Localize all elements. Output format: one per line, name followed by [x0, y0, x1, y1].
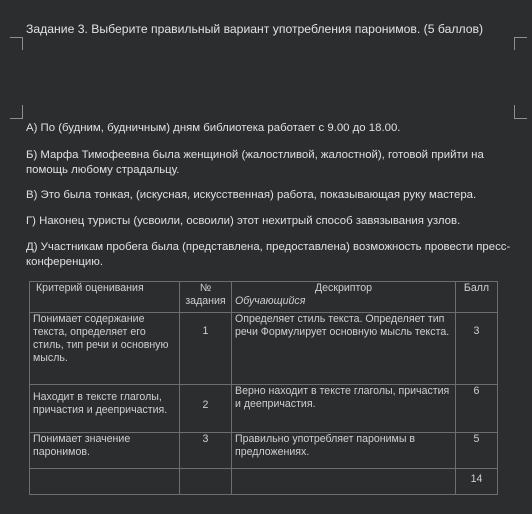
row2-task-no: 2 — [180, 385, 232, 433]
descriptor-sublabel: Обучающийся — [235, 295, 306, 307]
crop-corner-bottom-left — [10, 105, 23, 119]
crop-corner-top-left — [10, 37, 23, 50]
table-header-row — [30, 282, 498, 313]
row1-task-no: 1 — [180, 313, 232, 385]
row3-criterion: Понимает значение паронимов. — [30, 433, 180, 469]
row2-criterion: Находит в тексте глаголы, причастия и деепричастия. — [30, 385, 180, 433]
task-b: Б) Марфа Тимофеевна была женщиной (жалостливой, жалостной), готовой прийти на помощь любому страдальцу. — [26, 149, 484, 176]
row3-task-no: 3 — [180, 433, 232, 469]
table-total-row — [30, 469, 498, 495]
row2-score: 6 — [456, 385, 498, 433]
row3-descriptor: Правильно употребляет паронимы в предложениях. — [232, 433, 456, 469]
row2-descriptor: Верно находит в тексте глаголы, причастия и деепричастия. — [232, 385, 456, 433]
row1-descriptor: Определяет стиль текста. Определяет тип речи Формулирует основную мысль текста. — [232, 313, 456, 385]
task-g: Г) Наконец туристы (усвоили, освоили) этот нехитрый способ завязывания узлов. — [26, 215, 461, 227]
header-score: Балл — [456, 282, 498, 313]
row3-score: 5 — [456, 433, 498, 469]
assessment-table — [29, 281, 498, 495]
task-a: А) По (будним, будничным) дням библиотека работает с 9.00 до 18.00. — [26, 122, 401, 134]
task-title: Задание 3. Выберите правильный вариант употребления паронимов. (5 баллов) — [26, 22, 484, 36]
row1-score: 3 — [456, 313, 498, 385]
crop-corner-bottom-right — [514, 105, 527, 119]
crop-corner-top-right — [514, 37, 527, 50]
table-row — [30, 313, 498, 385]
task-v: В) Это была тонкая, (искусная, искусственная) работа, показывающая руку мастера. — [26, 189, 477, 201]
table-row — [30, 385, 498, 433]
header-criterion: Критерий оценивания — [30, 282, 180, 313]
row1-criterion: Понимает содержание текста, определяет его стиль, тип речи и основную мысль. — [30, 313, 180, 385]
total-empty-3 — [232, 469, 456, 495]
total-empty-1 — [30, 469, 180, 495]
header-descriptor — [232, 282, 456, 313]
task-d: Д) Участникам пробега была (представлена, предоставлена) возможность провести пресс-конференцию. — [26, 241, 511, 268]
table-row — [30, 433, 498, 469]
total-score: 14 — [456, 469, 498, 495]
total-empty-2 — [180, 469, 232, 495]
descriptor-label: Дескриптор — [314, 282, 373, 294]
header-task-no: № задания — [180, 282, 232, 313]
